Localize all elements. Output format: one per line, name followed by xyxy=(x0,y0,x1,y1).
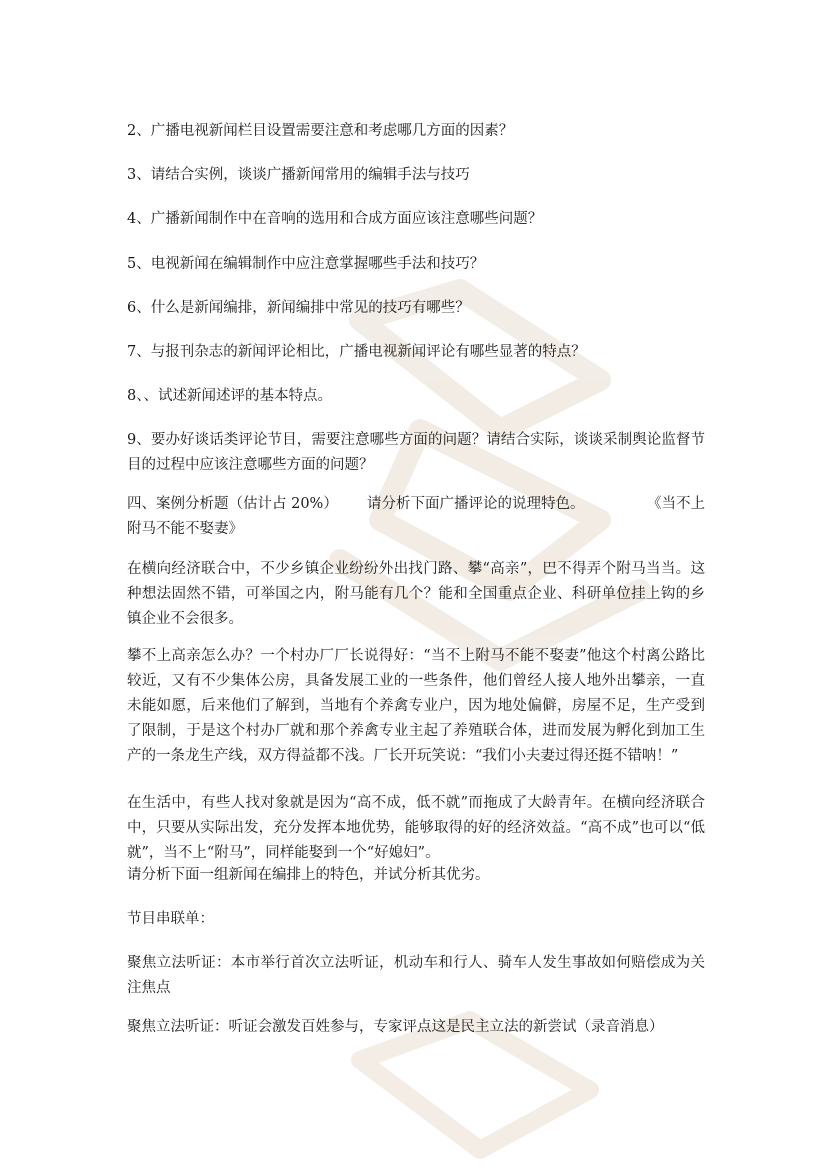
body-paragraph-2: 攀不上高亲怎么办？一个村办厂厂长说得好：“当不上附马不能不娶妻”他这个村离公路比较近，又有不少集体公房，具备发展工业的一些条件，他们曾经人接人地外出攀亲，一直未能如愿，后来他们了解到，当地有个养禽专业户，因为地处偏僻，房屋不足，生产受到了限制，于是这个村办厂就和那个养禽专业主起了养殖联合体，进而发展为孵化到加工生产的一条龙生产线，双方得益都不浅。厂长开玩笑说：“我们小夫妻过得还挺不错呐！” xyxy=(127,648,705,764)
body-paragraph-6: 聚焦立法听证：本市举行首次立法听证，机动车和行人、骑车人发生事故如何赔偿成为关注焦点 xyxy=(127,955,705,996)
question-9: 9、要办好谈话类评论节目，需要注意哪些方面的问题？请结合实际，谈谈采制舆论监督节目的过程中应该注意哪些方面的问题？ xyxy=(127,432,705,473)
body-paragraph-1: 在横向经济联合中，不少乡镇企业纷纷外出找门路、攀“高亲”，巴不得弄个附马当当。这种想法固然不错，可举国之内，附马能有几个？能和全国重点企业、科研单位挂上钩的乡镇企业不会很多。 xyxy=(127,561,705,627)
body-paragraph-5: 节目串联单： xyxy=(127,911,214,927)
case-heading-line xyxy=(127,492,705,517)
body-paragraph-3: 在生活中，有些人找对象就是因为“高不成，低不就”而拖成了大龄青年。在横向经济联合中，只要从实际出发，充分发挥本地优势，能够取得的好的经济效益。“高不成”也可以“低就”，当不上“附马”，同样能娶到一个“好媳妇”。 xyxy=(127,795,705,861)
question-7: 7、与报刊杂志的新闻评论相比，广播电视新闻评论有哪些显著的特点？ xyxy=(127,344,586,360)
body-paragraph-7: 聚焦立法听证：听证会激发百姓参与，专家评点这是民主立法的新尝试（录音消息） xyxy=(127,1019,664,1035)
case-title-part1: 《当不上 xyxy=(647,496,705,512)
case-instruction: 请分析下面广播评论的说理特色。 xyxy=(367,496,585,512)
question-5: 5、电视新闻在编辑制作中应注意掌握哪些手法和技巧？ xyxy=(127,256,485,272)
case-heading: 四、案例分析题（估计占 20%） xyxy=(127,496,338,512)
question-2: 2、广播电视新闻栏目设置需要注意和考虑哪几方面的因素？ xyxy=(127,123,514,139)
question-6: 6、什么是新闻编排，新闻编排中常见的技巧有哪些？ xyxy=(127,300,470,316)
body-paragraph-4: 请分析下面一组新闻在编排上的特色，并试分析其优劣。 xyxy=(127,867,490,883)
question-3: 3、请结合实例，谈谈广播新闻常用的编辑手法与技巧 xyxy=(127,167,470,183)
case-title-part2: 附马不能不娶妻》 xyxy=(127,521,243,537)
question-4: 4、广播新闻制作中在音响的选用和合成方面应该注意哪些问题？ xyxy=(127,211,543,227)
question-8: 8、、试述新闻述评的基本特点。 xyxy=(127,388,332,404)
